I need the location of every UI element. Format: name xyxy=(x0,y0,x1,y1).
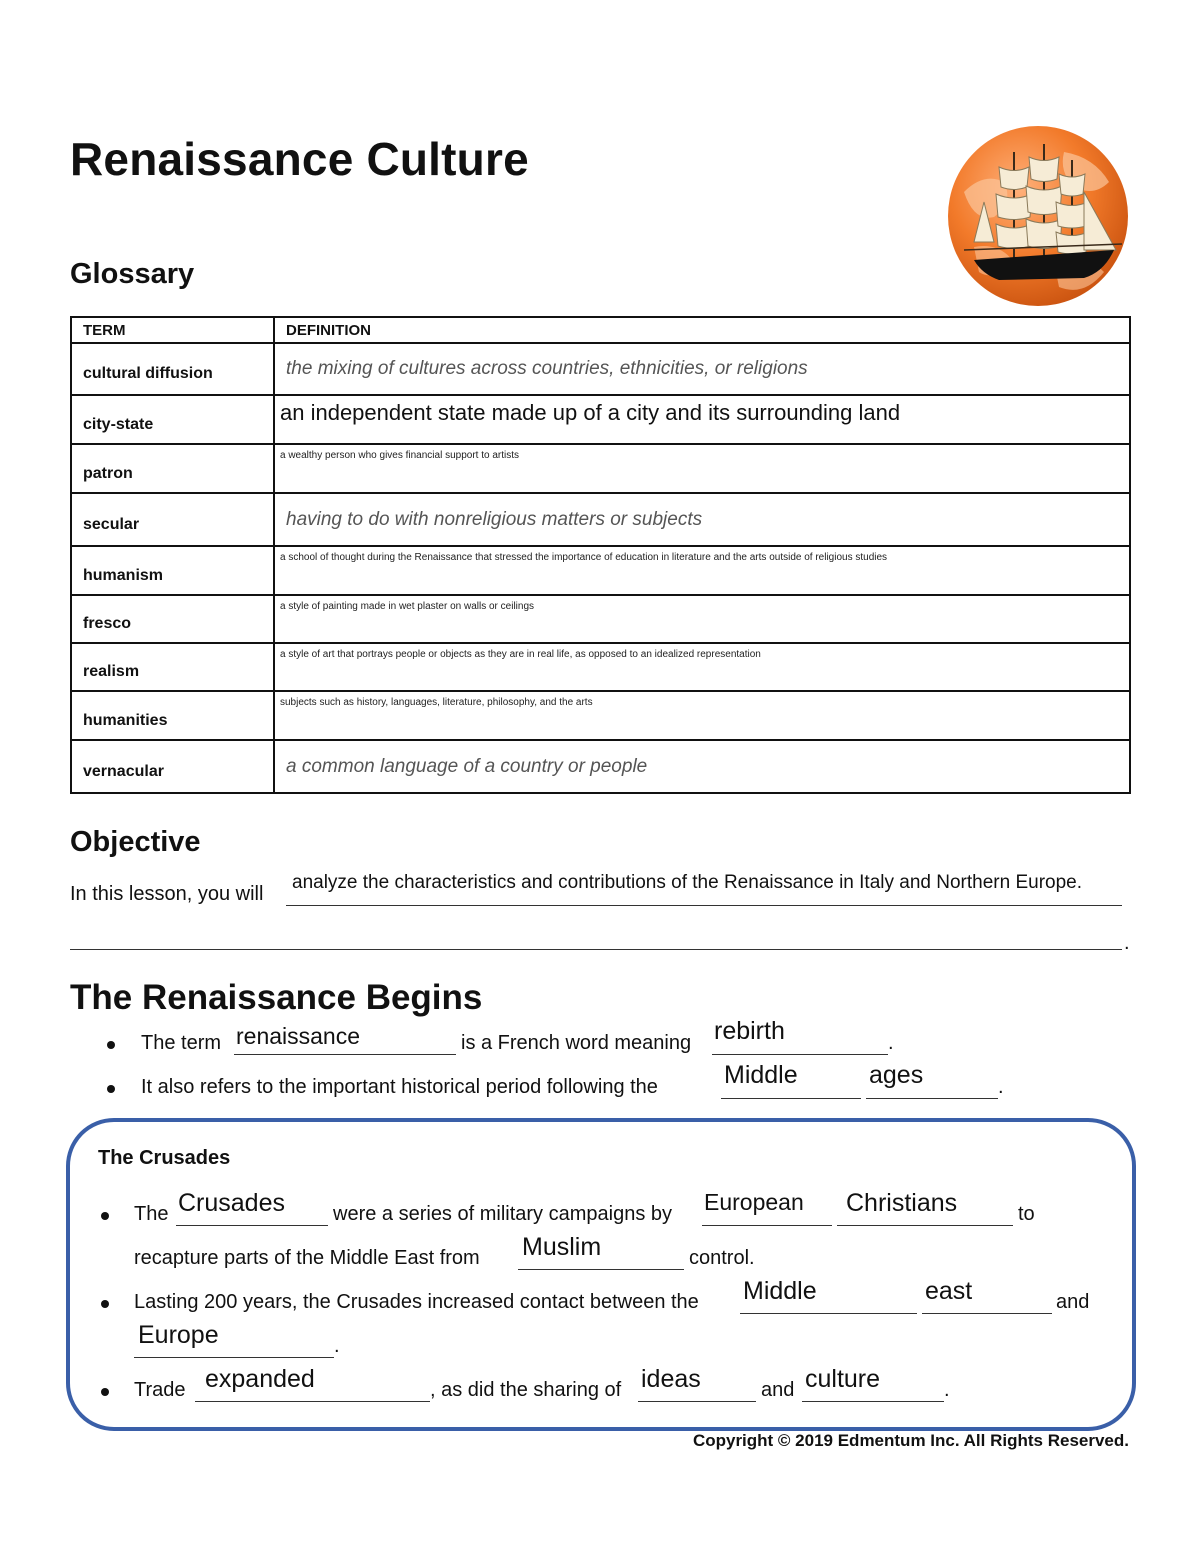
definition-text: a style of painting made in wet plaster on walls or ceilings xyxy=(280,601,535,612)
middle-east-answer-line-1[interactable] xyxy=(740,1313,917,1314)
definition-text: a common language of a country or people xyxy=(286,755,648,777)
crusades-b2-end: . xyxy=(334,1335,340,1357)
middle-answer-2[interactable]: Middle xyxy=(743,1277,817,1305)
bullet-icon xyxy=(101,1212,109,1220)
table-row xyxy=(71,444,1130,493)
crusades-b3-text-b: , as did the sharing of xyxy=(430,1379,622,1401)
bullet-icon xyxy=(101,1300,109,1308)
bullet-icon xyxy=(101,1388,109,1396)
ideas-answer-line[interactable] xyxy=(638,1401,756,1402)
term-cell: patron xyxy=(71,444,274,493)
renaissance-begins-heading: The Renaissance Begins xyxy=(70,978,483,1017)
table-row xyxy=(71,595,1130,643)
crusades-b3-text-a: Trade xyxy=(134,1379,186,1401)
bullet-icon xyxy=(107,1085,115,1093)
definition-cell xyxy=(274,740,1130,793)
definition-cell xyxy=(274,691,1130,740)
ideas-answer[interactable]: ideas xyxy=(641,1365,701,1393)
crusades-b3-text-c: and xyxy=(761,1379,795,1401)
table-row xyxy=(71,343,1130,395)
rebirth-answer[interactable]: rebirth xyxy=(714,1017,785,1045)
crusades-b2-text-a: Lasting 200 years, the Crusades increased contact between the xyxy=(134,1291,699,1313)
table-row xyxy=(71,546,1130,595)
objective-answer-line-2[interactable] xyxy=(70,949,1122,950)
east-answer[interactable]: east xyxy=(925,1277,973,1305)
term-cell: cultural diffusion xyxy=(71,343,274,395)
definition-cell xyxy=(274,643,1130,691)
begins-b1-text-b: is a French word meaning xyxy=(461,1032,692,1054)
term-cell: city-state xyxy=(71,395,274,444)
begins-b2-end: . xyxy=(998,1076,1004,1098)
objective-answer[interactable]: analyze the characteristics and contributions of the Renaissance in Italy and Northern Europe. xyxy=(292,872,1083,893)
crusades-b1-text-d: recapture parts of the Middle East from xyxy=(134,1247,480,1269)
table-row xyxy=(71,691,1130,740)
term-cell: humanities xyxy=(71,691,274,740)
term-cell: secular xyxy=(71,493,274,546)
definition-cell xyxy=(274,595,1130,643)
crusades-b2-text-b: and xyxy=(1056,1291,1090,1313)
objective-answer-line[interactable] xyxy=(286,905,1122,906)
definition-text: a school of thought during the Renaissance that stressed the importance of education in literature and the arts outside of religious studies xyxy=(280,552,888,563)
begins-b2-text-a: It also refers to the important historical period following the xyxy=(141,1076,658,1098)
definition-cell xyxy=(274,493,1130,546)
middle-east-answer-line-2[interactable] xyxy=(922,1313,1052,1314)
term-cell: vernacular xyxy=(71,740,274,793)
bullet-icon xyxy=(107,1041,115,1049)
culture-answer[interactable]: culture xyxy=(805,1365,881,1393)
objective-end: . xyxy=(1124,932,1130,954)
ages-answer[interactable]: ages xyxy=(869,1061,924,1089)
ages-answer-line[interactable] xyxy=(866,1098,998,1099)
crusades-answer-line[interactable] xyxy=(176,1225,328,1226)
europe-answer-line[interactable] xyxy=(134,1357,334,1358)
table-row xyxy=(71,493,1130,546)
expanded-answer-line[interactable] xyxy=(195,1401,430,1402)
european-answer[interactable]: European xyxy=(704,1189,804,1215)
definition-text: the mixing of cultures across countries, ethnicities, or religions xyxy=(286,358,808,379)
muslim-answer[interactable]: Muslim xyxy=(522,1233,602,1261)
glossary-heading: Glossary xyxy=(70,258,195,290)
crusades-b1-text-c: to xyxy=(1018,1203,1035,1225)
renaissance-answer-line[interactable] xyxy=(234,1054,456,1055)
definition-text: a wealthy person who gives financial support to artists xyxy=(280,450,520,461)
term-column-header: TERM xyxy=(71,317,274,343)
middle-answer-line[interactable] xyxy=(721,1098,861,1099)
expanded-answer[interactable]: expanded xyxy=(205,1365,315,1393)
middle-answer[interactable]: Middle xyxy=(724,1061,798,1089)
term-cell: humanism xyxy=(71,546,274,595)
definition-cell xyxy=(274,546,1130,595)
crusades-b3-end: . xyxy=(944,1379,950,1401)
european-answer-line[interactable] xyxy=(702,1225,832,1226)
definition-cell xyxy=(274,343,1130,395)
crusades-b1-text-e: control. xyxy=(689,1247,755,1269)
definition-cell xyxy=(274,395,1130,444)
term-cell: realism xyxy=(71,643,274,691)
definition-column-header: DEFINITION xyxy=(274,317,1130,343)
culture-answer-line[interactable] xyxy=(802,1401,944,1402)
definition-text: a style of art that portrays people or objects as they are in real life, as opposed to an idealized representation xyxy=(280,649,761,660)
europe-answer[interactable]: Europe xyxy=(138,1321,219,1349)
table-row xyxy=(71,395,1130,444)
objective-heading: Objective xyxy=(70,826,201,858)
muslim-answer-line[interactable] xyxy=(518,1269,684,1270)
definition-text: having to do with nonreligious matters or subjects xyxy=(286,508,703,530)
objective-prefix: In this lesson, you will xyxy=(70,883,264,905)
definition-cell xyxy=(274,444,1130,493)
crusades-b1-text-a: The xyxy=(134,1203,169,1225)
begins-b1-text-a: The term xyxy=(141,1032,222,1054)
crusades-heading: The Crusades xyxy=(98,1147,231,1169)
rebirth-answer-line[interactable] xyxy=(712,1054,888,1055)
definition-text: subjects such as history, languages, literature, philosophy, and the arts xyxy=(280,697,593,708)
copyright-notice: Copyright © 2019 Edmentum Inc. All Rights Reserved. xyxy=(692,1431,1129,1450)
christians-answer-line[interactable] xyxy=(837,1225,1013,1226)
page-title: Renaissance Culture xyxy=(70,133,529,185)
definition-text: an independent state made up of a city and its surrounding land xyxy=(280,400,901,425)
christians-answer[interactable]: Christians xyxy=(846,1189,958,1217)
crusades-answer[interactable]: Crusades xyxy=(178,1189,285,1217)
term-cell: fresco xyxy=(71,595,274,643)
begins-b1-end: . xyxy=(888,1032,894,1054)
table-row xyxy=(71,740,1130,793)
table-row xyxy=(71,643,1130,691)
renaissance-answer[interactable]: renaissance xyxy=(236,1023,361,1049)
globe-ship-logo xyxy=(944,122,1132,310)
glossary-header-row xyxy=(71,317,1130,343)
glossary-table xyxy=(70,316,1131,794)
crusades-b1-text-b: were a series of military campaigns by xyxy=(333,1203,673,1225)
